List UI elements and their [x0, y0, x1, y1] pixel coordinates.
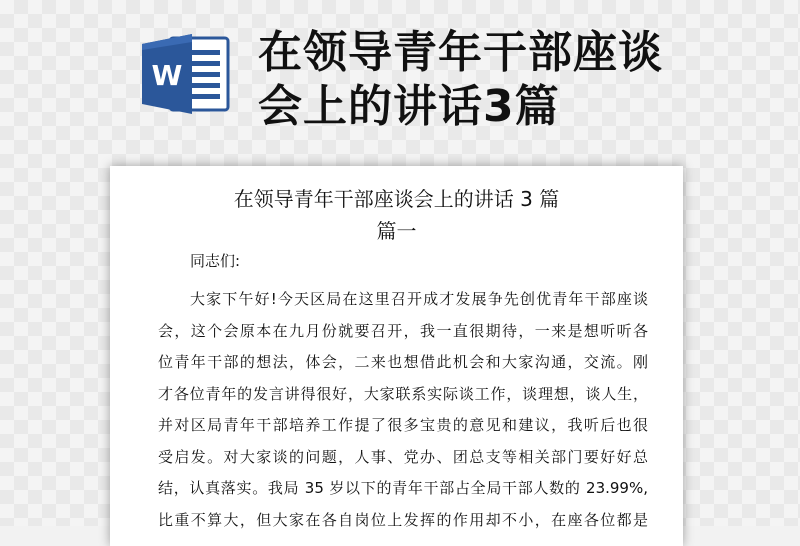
word-icon-letter: W: [151, 59, 183, 92]
document-subtitle: 篇一: [376, 219, 417, 243]
body-line: 位青年干部的想法，体会，二来也想借此机会和大家沟通，交流。刚: [158, 353, 648, 371]
body-line: 会，这个会原本在九月份就要召开，我一直很期待，一来是想听听各: [158, 321, 648, 340]
document-greeting: 同志们:: [190, 252, 241, 270]
word-document-icon: [140, 32, 232, 116]
body-line: 并对区局青年干部培养工作提了很多宝贵的意见和建议，我听后也很: [158, 416, 648, 434]
body-line: 结，认真落实。我局 35 岁以下的青年干部占全局干部人数的 23.99%,: [158, 479, 648, 497]
document-body: [158, 284, 648, 536]
body-line: 大家下午好!今天区局在这里召开成才发展争先创优青年干部座谈: [190, 290, 648, 308]
header-title-line2: 会上的讲话3篇: [258, 81, 560, 132]
document-title: 在领导青年干部座谈会上的讲话 3 篇: [233, 187, 560, 211]
body-line: 才各位青年的发言讲得很好，大家联系实际谈工作，谈理想，谈人生，: [158, 384, 648, 403]
body-line: 受启发。对大家谈的问题，人事、党办、团总支等相关部门要好好总: [158, 447, 648, 466]
header-title: [258, 26, 778, 134]
body-line: 比重不算大，但大家在各自岗位上发挥的作用却不小，在座各位都是: [158, 510, 648, 529]
document-page: [110, 166, 683, 546]
header: [0, 0, 800, 160]
header-title-line1: 在领导青年干部座谈: [258, 27, 663, 78]
